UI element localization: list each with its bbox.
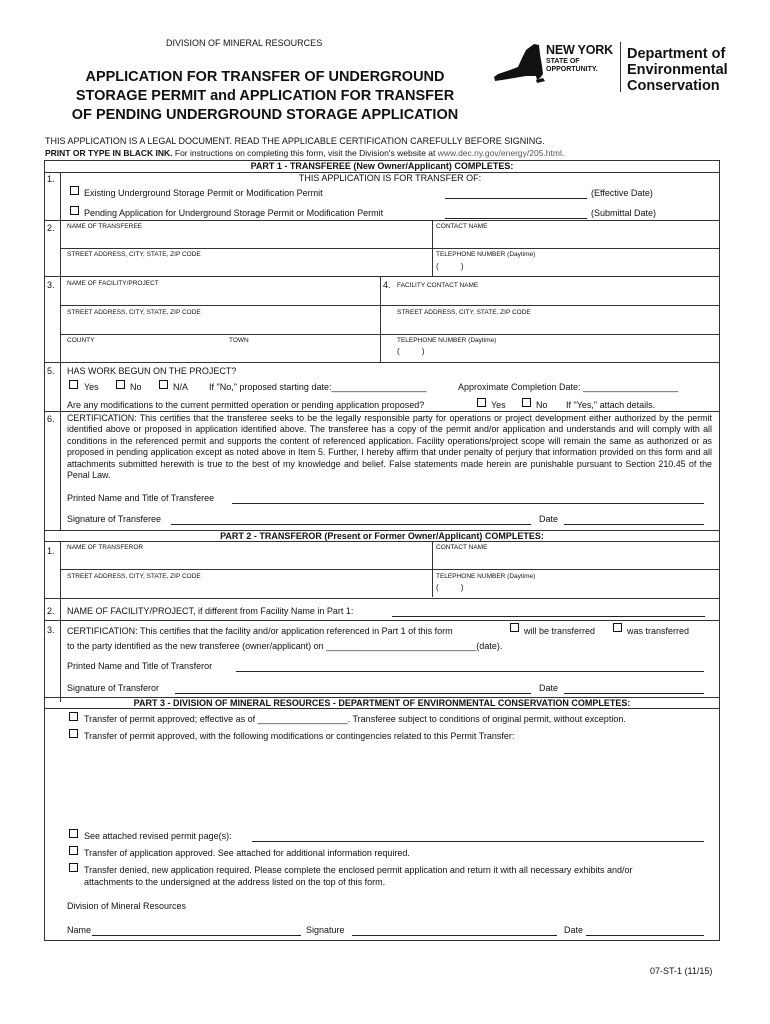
transferor-signature-field[interactable] [175,693,531,694]
attach-details-note: If "Yes," attach details. [566,400,656,410]
existing-permit-checkbox[interactable] [70,186,79,195]
transferor-phone-field[interactable]: ( ) [436,583,464,592]
work-begun-yes-label: Yes [84,382,99,392]
transferor-signature-label: Signature of Transferor [67,683,160,693]
part2-q1-number: 1. [47,546,55,556]
transferor-street-address-label[interactable]: STREET ADDRESS, CITY, STATE, ZIP CODE [67,573,201,580]
transferor-telephone-label[interactable]: TELEPHONE NUMBER (Daytime) [436,573,536,580]
submittal-date-label: (Submittal Date) [591,208,657,218]
name-of-transferee-label[interactable]: NAME OF TRANSFEREE [67,223,143,230]
permit-approved-checkbox[interactable] [69,712,78,721]
division-signoff: Division of Mineral Resources [67,901,187,911]
print-notice: PRINT OR TYPE IN BLACK INK. [45,148,173,158]
transferee-phone-field[interactable]: ( ) [436,262,464,271]
dmr-signature-label: Signature [306,925,345,935]
transferee-printed-name-field[interactable] [232,503,704,504]
application-approved-label: Transfer of application approved. See attached for additional information required. [84,848,410,858]
facility-contact-street-address-label[interactable]: STREET ADDRESS, CITY, STATE, ZIP CODE [397,309,531,316]
modifications-yes-label: Yes [491,400,506,410]
work-begun-no-checkbox[interactable] [116,380,125,389]
dmr-date-label: Date [564,925,584,935]
title-line-3: OF PENDING UNDERGROUND STORAGE APPLICATION [71,107,459,123]
transferor-certification-text: CERTIFICATION: This certifies that the facility and/or application referenced in Part 1 of this form [67,626,453,636]
part2-q2-number: 2. [47,606,55,616]
logo-divider [620,42,621,92]
part3-heading: PART 3 - DIVISION OF MINERAL RESOURCES - DEPARTMENT OF ENVIRONMENTAL CONSERVATION COMPLETES: [133,698,631,708]
approx-completion-date-field[interactable]: Approximate Completion Date: ___________________ [458,382,679,392]
transferee-date-field[interactable] [564,524,704,525]
modifications-question: Are any modifications to the current permitted operation or pending application proposed? [67,400,425,410]
instructions-text: For instructions on completing this form, visit the Division's website at [174,148,436,158]
facility-street-address-label[interactable]: STREET ADDRESS, CITY, STATE, ZIP CODE [67,309,201,316]
transferee-printed-name-label: Printed Name and Title of Transferee [67,493,215,503]
effective-date-field[interactable] [445,198,587,199]
transferee-signature-label: Signature of Transferee [67,514,162,524]
instructions-link[interactable]: www.dec.ny.gov/energy/205.html [437,148,562,158]
q3-number: 3. [47,280,55,290]
work-begun-no-label: No [130,382,142,392]
transferee-contact-name-label[interactable]: CONTACT NAME [436,223,488,230]
transfer-denied-label: Transfer denied, new application required. Please complete the enclosed permit application and return it with all necessary exhibits and/or [84,865,633,875]
work-begun-na-label: N/A [173,382,189,392]
q6-number: 6. [47,414,55,424]
submittal-date-field[interactable] [445,218,587,219]
logo-dept-line-3: Conservation [627,78,720,94]
modifications-no-checkbox[interactable] [522,398,531,407]
dmr-date-field[interactable] [586,935,704,936]
transferee-telephone-label[interactable]: TELEPHONE NUMBER (Daytime) [436,251,536,258]
facility-name-label[interactable]: NAME OF FACILITY/PROJECT [67,280,159,287]
name-of-transferor-label[interactable]: NAME OF TRANSFEROR [67,544,144,551]
revised-permit-pages-label: See attached revised permit page(s): [84,831,232,841]
transferor-contact-name-label[interactable]: CONTACT NAME [436,544,488,551]
work-begun-na-checkbox[interactable] [159,380,168,389]
town-label[interactable]: TOWN [229,337,249,344]
q1-title: THIS APPLICATION IS FOR TRANSFER OF: [298,173,482,183]
q5-title: HAS WORK BEGUN ON THE PROJECT? [67,366,237,376]
facility-telephone-label[interactable]: TELEPHONE NUMBER (Daytime) [397,337,497,344]
modifications-no-label: No [536,400,548,410]
form-id: 07-ST-1 (11/15) [650,966,713,976]
transferee-signature-field[interactable] [171,524,531,525]
was-transferred-label: was transferred [627,626,690,636]
division-heading: DIVISION OF MINERAL RESOURCES [166,38,323,48]
facility-phone-field[interactable]: ( ) [397,347,425,356]
application-approved-checkbox[interactable] [69,846,78,855]
transfer-date-field[interactable]: to the party identified as the new transferee (owner/applicant) on ______________________________(date). [67,641,503,651]
nys-dec-logo [490,40,750,105]
logo-dept-line-2: Environmental [627,62,728,78]
transferee-street-address-label[interactable]: STREET ADDRESS, CITY, STATE, ZIP CODE [67,251,201,258]
title-line-2: STORAGE PERMIT and APPLICATION FOR TRANSFER [75,88,455,104]
revised-permit-pages-field[interactable] [252,841,704,842]
proposed-start-date-field[interactable]: If "No," proposed starting date:___________________ [209,382,427,392]
q2-number: 2. [47,223,55,233]
facility-name-different-label: NAME OF FACILITY/PROJECT, if different from Facility Name in Part 1: [67,606,354,616]
title-line-1: APPLICATION FOR TRANSFER OF UNDERGROUND [85,69,445,85]
q4-number: 4. [383,280,391,290]
permit-approved-label: Transfer of permit approved; effective as of __________________. Transferee subject to conditions of original permit, without exception. [84,714,626,724]
logo-new-york: NEW YORK [546,43,613,57]
q1-number: 1. [47,174,55,184]
facility-name-different-field[interactable] [392,616,705,617]
part2-heading: PART 2 - TRANSFEROR (Present or Former Owner/Applicant) COMPLETES: [220,531,544,541]
dmr-name-field[interactable] [92,935,301,936]
logo-dept-line-1: Department of [627,46,726,62]
county-label[interactable]: COUNTY [67,337,95,344]
will-be-transferred-label: will be transferred [524,626,596,636]
q5-number: 5. [47,366,55,376]
form-frame [44,160,720,941]
transferee-certification-text: CERTIFICATION: This certifies that the transferee seeks to be the legally responsible party for operations or project development either authorized by the permit identified above or proposed in application identified above. The transferee has a copy of the permit and/or application and understands and will comply with all conditions in the referenced permit and supports the content of referenced application. Facility operations/project scope will remain the same as authorized or as proposed in pending application except as noted above in Item 5. Further, I hereby affirm that under penalty of perjury that information provided on this form and all attachments submitted herewith is true to the best of my knowledge and belief. False statements made herein are punishable pursuant to Section 210.45 of the Penal Law. [67,413,712,481]
logo-state-of: STATE OF [546,58,580,65]
pending-application-checkbox[interactable] [70,206,79,215]
transfer-denied-label-cont: attachments to the undersigned at the address listed on the top of this form. [84,877,386,887]
permit-approved-modifications-label: Transfer of permit approved, with the following modifications or contingencies related to this Permit Transfer: [84,731,515,741]
work-begun-yes-checkbox[interactable] [69,380,78,389]
transferor-date-field[interactable] [564,693,704,694]
logo-dept-name [627,46,728,94]
permit-approved-modifications-checkbox[interactable] [69,729,78,738]
part1-heading: PART 1 - TRANSFEREE (New Owner/Applicant) COMPLETES: [250,161,514,171]
dmr-signature-field[interactable] [352,935,557,936]
transferee-date-label: Date [539,514,559,524]
transferor-printed-name-field[interactable] [236,671,704,672]
effective-date-label: (Effective Date) [591,188,653,198]
facility-contact-name-label[interactable]: FACILITY CONTACT NAME [397,282,479,289]
instructions-line: PRINT OR TYPE IN BLACK INK. For instructions on completing this form, visit the Division's website at www.dec.ny.gov/energy/205.html. [45,148,565,158]
modifications-notes-area[interactable] [84,745,704,823]
revised-permit-pages-checkbox[interactable] [69,829,78,838]
part2-q3-number: 3. [47,625,55,635]
existing-permit-label: Existing Underground Storage Permit or Modification Permit [84,188,323,198]
new-york-state-map-icon [490,40,545,86]
will-be-transferred-checkbox[interactable] [510,623,519,632]
logo-opportunity: OPPORTUNITY. [546,66,598,73]
modifications-yes-checkbox[interactable] [477,398,486,407]
transferor-printed-name-label: Printed Name and Title of Transferor [67,661,213,671]
dmr-name-label: Name [67,925,92,935]
transfer-denied-checkbox[interactable] [69,863,78,872]
legal-notice: THIS APPLICATION IS A LEGAL DOCUMENT. READ THE APPLICABLE CERTIFICATION CAREFULLY BEFORE SIGNING. [45,136,545,146]
transferor-date-label: Date [539,683,559,693]
pending-application-label: Pending Application for Underground Storage Permit or Modification Permit [84,208,384,218]
was-transferred-checkbox[interactable] [613,623,622,632]
form-title [50,68,480,125]
